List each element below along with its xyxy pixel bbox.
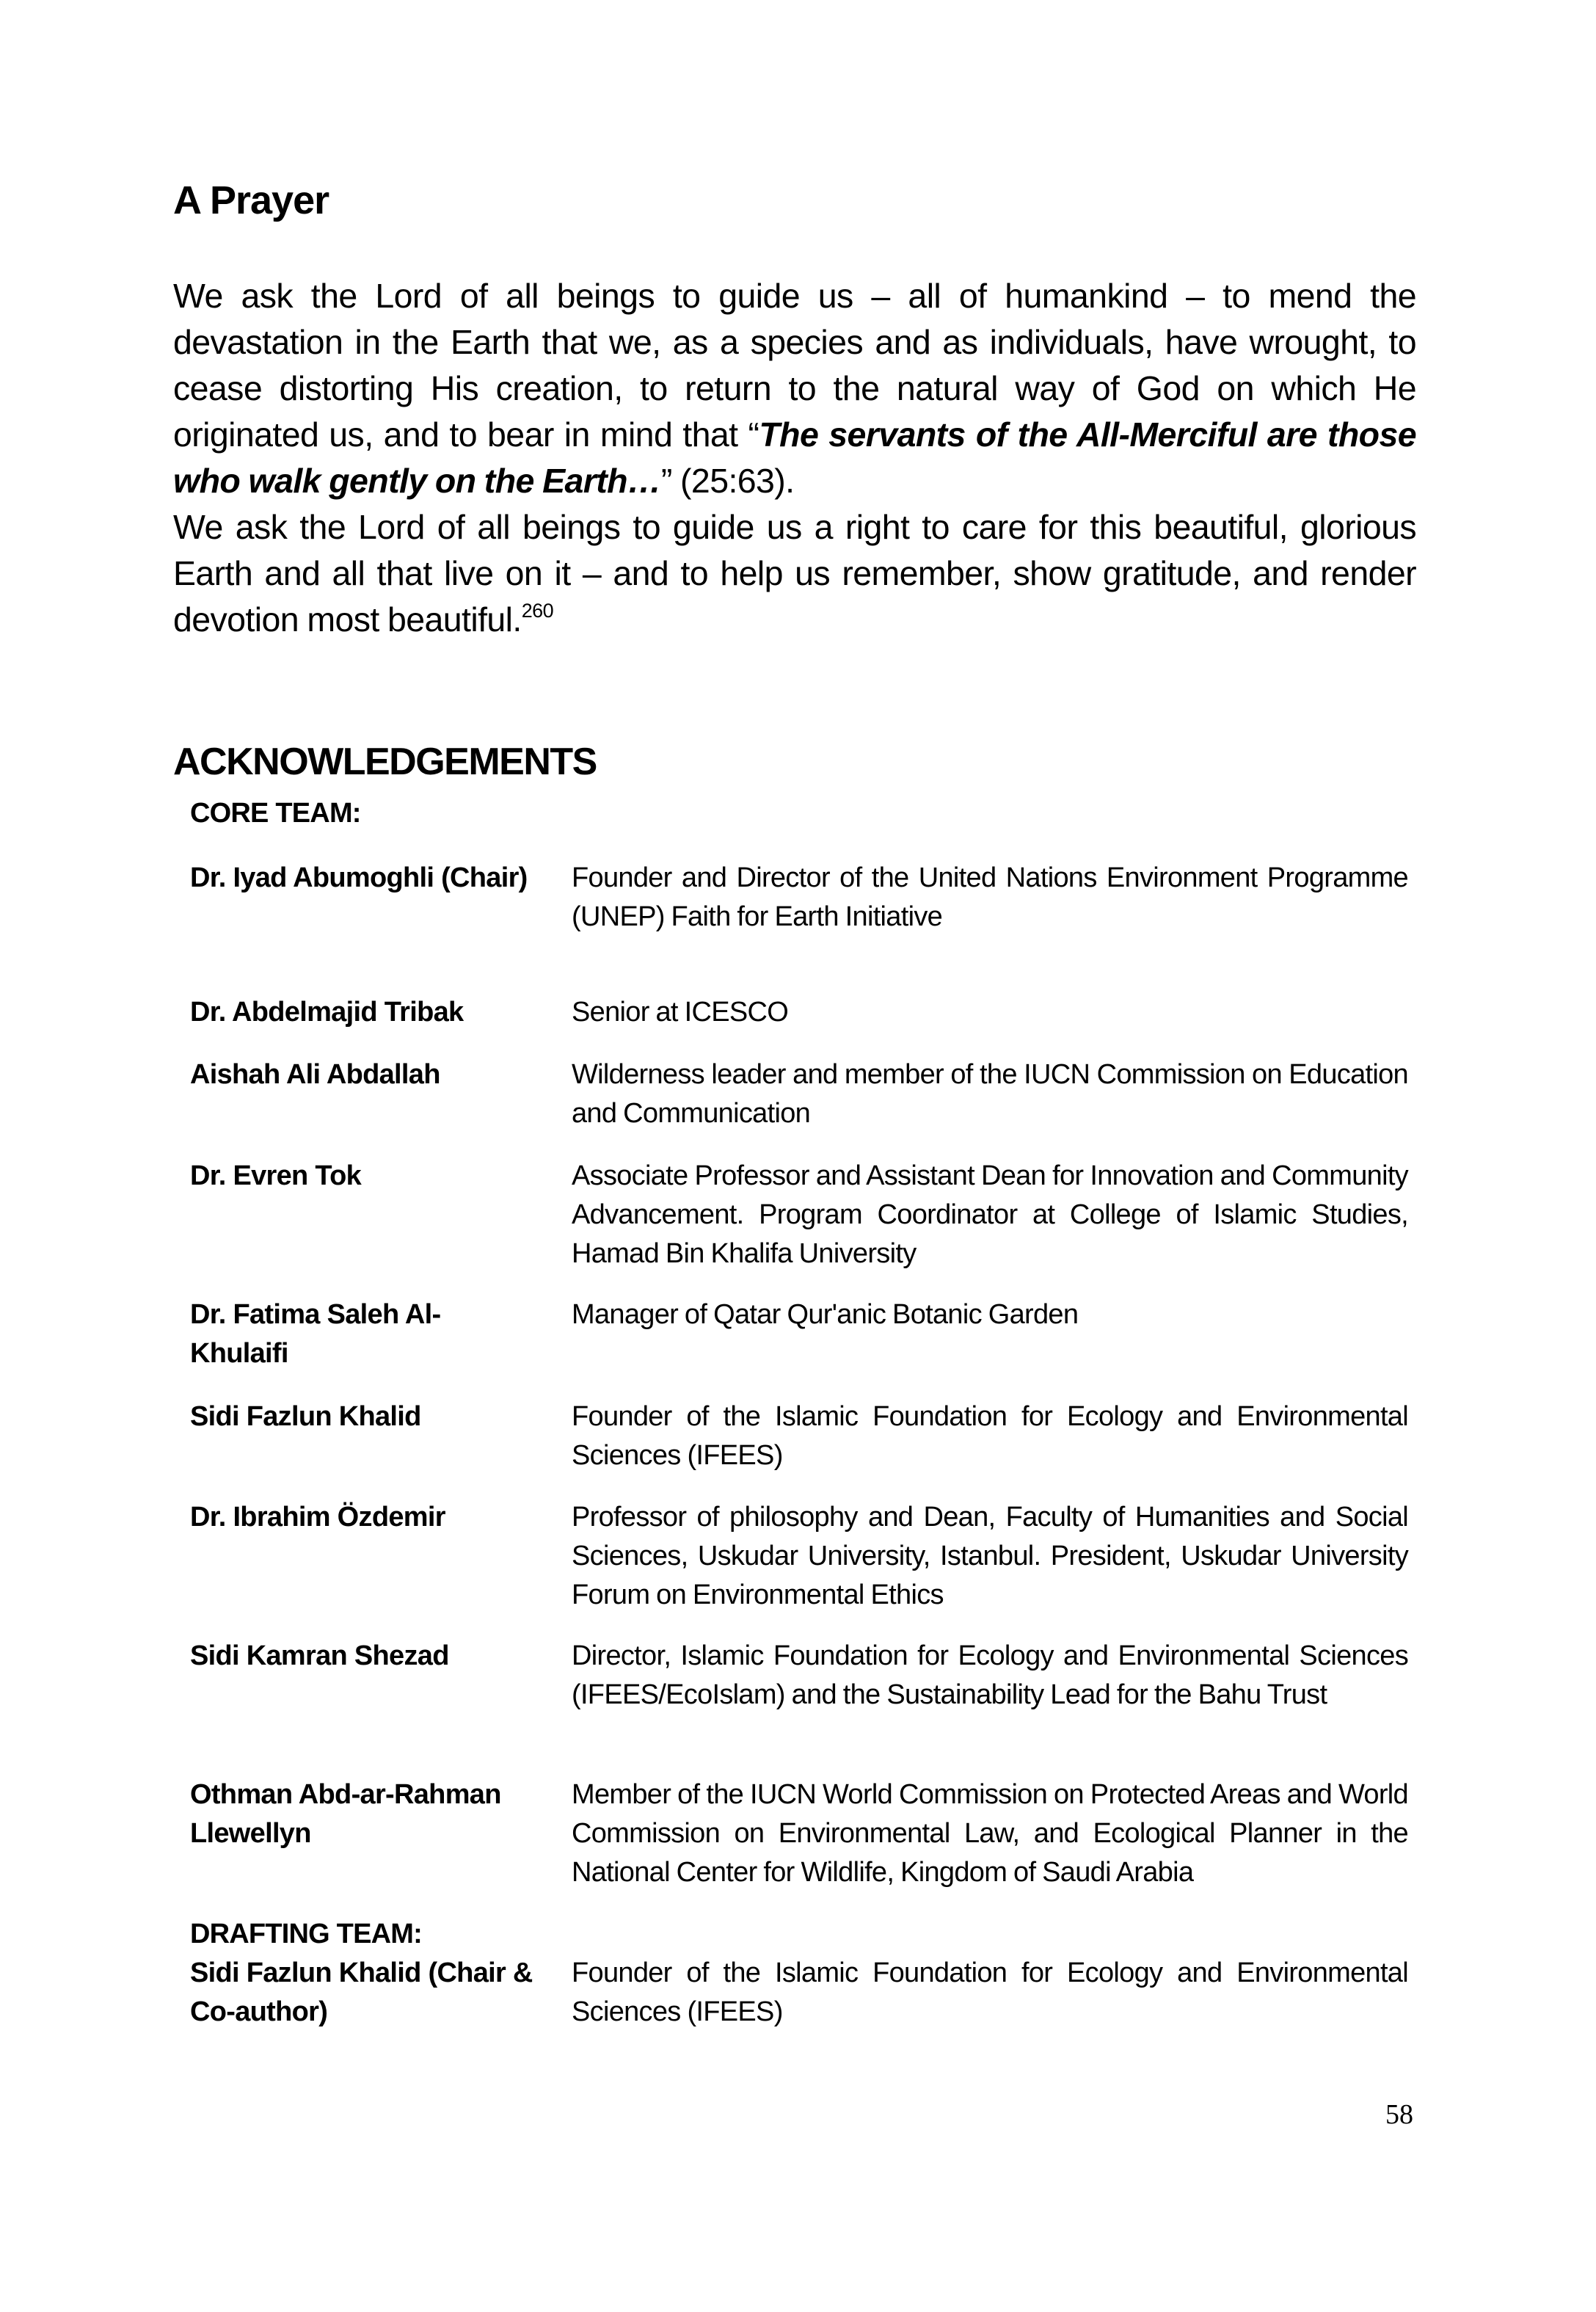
acknowledgements-heading: ACKNOWLEDGEMENTS <box>173 741 597 783</box>
member-role: Professor of philosophy and Dean, Faculty of Humanities and Social Sciences, Uskudar University, Istanbul. President, Uskudar University Forum on Environmental Ethics <box>572 1502 1408 1610</box>
prayer-text: We ask the Lord of all beings to guide us a right to care for this beautiful, glorious Earth and all that live on it – and to help us remember, show gratitude, and render devotion most beautiful. <box>173 508 1416 639</box>
prayer-paragraph-1 <box>173 273 1416 504</box>
page-number: 58 <box>1385 2099 1413 2130</box>
member-role: Manager of Qatar Qur'anic Botanic Garden <box>572 1299 1079 1330</box>
core-team-label: CORE TEAM: <box>190 798 361 829</box>
member-role: Senior at ICESCO <box>572 997 789 1028</box>
member-name: Othman Abd-ar-Rahman Llewellyn <box>190 1779 501 1849</box>
member-name: Dr. Abdelmajid Tribak <box>190 997 464 1028</box>
member-name: Dr. Iyad Abumoghli (Chair) <box>190 862 528 893</box>
drafting-team-label: DRAFTING TEAM: <box>190 1919 422 1949</box>
member-name: Sidi Kamran Shezad <box>190 1640 449 1671</box>
member-name: Sidi Fazlun Khalid <box>190 1401 421 1432</box>
prayer-text: We ask the Lord of all beings to guide us – all of humankind – to mend the devastation in the Earth that we, as a species and as individuals, have wrought, to cease distorting His creation, to return to the natural way of God on which He originated us, and to bear in mind that “ <box>173 277 1416 454</box>
member-role: Founder and Director of the United Nations Environment Programme (UNEP) Faith for Earth Initiative <box>572 862 1408 932</box>
member-role: Director, Islamic Foundation for Ecology and Environmental Sciences (IFEES/EcoIslam) and the Sustainability Lead for the Bahu Trust <box>572 1640 1408 1710</box>
prayer-heading: A Prayer <box>173 178 329 222</box>
quran-quote: The servants of the All-Merciful are those who walk gently on the Earth… <box>173 415 1416 500</box>
member-role: Founder of the Islamic Foundation for Ecology and Environmental Sciences (IFEES) <box>572 1401 1408 1471</box>
member-role: Founder of the Islamic Foundation for Ecology and Environmental Sciences (IFEES) <box>572 1957 1408 2027</box>
member-name: Dr. Fatima Saleh Al-Khulaifi <box>190 1299 441 1369</box>
quote-citation: ” (25:63). <box>660 462 795 500</box>
member-role: Wilderness leader and member of the IUCN Commission on Education and Communication <box>572 1059 1408 1129</box>
member-name: Dr. Evren Tok <box>190 1160 362 1191</box>
prayer-body <box>173 273 1416 643</box>
prayer-paragraph-2 <box>173 504 1416 643</box>
member-role: Member of the IUCN World Commission on Protected Areas and World Commission on Environmental Law, and Ecological Planner in the National Center for Wildlife, Kingdom of Saudi Arabia <box>572 1779 1408 1888</box>
member-name: Dr. Ibrahim Özdemir <box>190 1502 445 1533</box>
footnote-reference[interactable]: 260 <box>521 600 553 622</box>
member-name: Aishah Ali Abdallah <box>190 1059 440 1090</box>
member-role: Associate Professor and Assistant Dean for Innovation and Community Advancement. Program Coordinator at College of Islamic Studies, Hamad Bin Khalifa University <box>572 1160 1408 1269</box>
member-name: Sidi Fazlun Khalid (Chair & Co-author) <box>190 1957 533 2027</box>
